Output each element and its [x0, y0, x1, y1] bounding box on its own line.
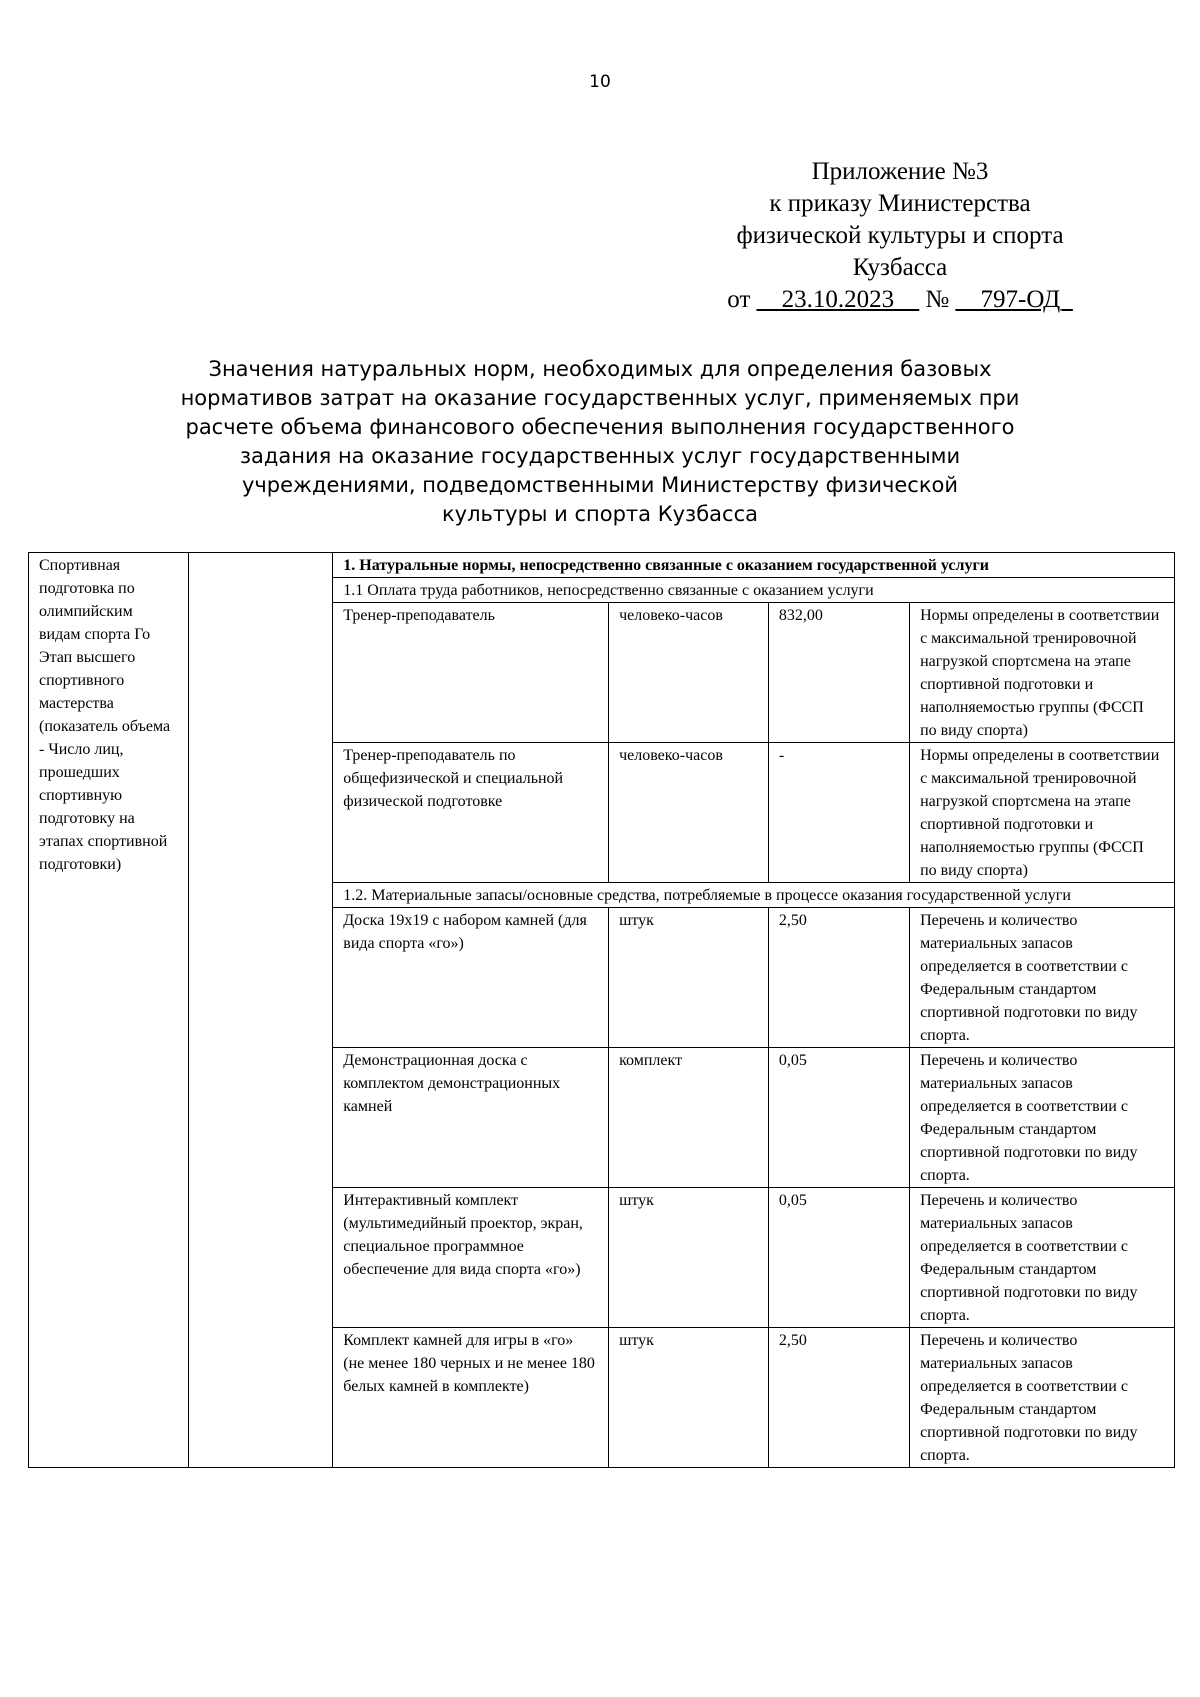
number-sign: № [925, 286, 950, 313]
norm-value-cell: 2,50 [768, 1328, 909, 1468]
norm-value-cell: 832,00 [768, 603, 909, 743]
norm-note-cell: Перечень и количество материальных запасов определяется в соответствии с Федеральным стандартом спортивной подготовки по виду спорта. [910, 1328, 1175, 1468]
norm-value-cell: - [768, 743, 909, 883]
appendix-date-line [600, 284, 1200, 316]
norm-name-cell: Доска 19х19 с набором камней (для вида спорта «го») [333, 908, 609, 1048]
title-line: учреждениями, подведомственными Министерству физической [241, 473, 959, 497]
norm-name-cell: Тренер-преподаватель по общефизической и специальной физической подготовке [333, 743, 609, 883]
norms-table [28, 552, 1175, 1468]
norm-value-cell: 0,05 [768, 1188, 909, 1328]
table-row [29, 553, 1175, 578]
norm-note-cell: Перечень и количество материальных запасов определяется в соответствии с Федеральным стандартом спортивной подготовки по виду спорта. [910, 1048, 1175, 1188]
title-line: нормативов затрат на оказание государственных услуг, применяемых при [180, 386, 1020, 410]
norm-unit-cell: человеко-часов [609, 743, 769, 883]
norm-note-cell: Перечень и количество материальных запасов определяется в соответствии с Федеральным стандартом спортивной подготовки по виду спорта. [910, 1188, 1175, 1328]
norm-unit-cell: штук [609, 1188, 769, 1328]
norm-note-cell: Нормы определены в соответствии с максимальной тренировочной нагрузкой спортсмена на этапе спортивной подготовки и наполняемостью группы (ФССП по виду спорта) [910, 743, 1175, 883]
title-line: задания на оказание государственных услуг государственными [239, 444, 961, 468]
title-line: культуры и спорта Кузбасса [442, 502, 758, 526]
order-date: __23.10.2023__ [756, 286, 920, 313]
date-prefix: от [727, 286, 751, 313]
section-title: 1. Натуральные нормы, непосредственно связанные с оказанием государственной услуги [333, 553, 1175, 578]
norm-unit-cell: человеко-часов [609, 603, 769, 743]
appendix-order-ref: к приказу Министерства [769, 190, 1031, 217]
norm-note-cell: Нормы определены в соответствии с максимальной тренировочной нагрузкой спортсмена на этапе спортивной подготовки и наполняемостью группы (ФССП по виду спорта) [910, 603, 1175, 743]
appendix-ministry: физической культуры и спорта [736, 222, 1064, 249]
norm-note-cell: Перечень и количество материальных запасов определяется в соответствии с Федеральным стандартом спортивной подготовки по виду спорта. [910, 908, 1175, 1048]
appendix-title: Приложение №3 [811, 158, 989, 185]
appendix-header [600, 156, 1200, 316]
title-line: расчете объема финансового обеспечения выполнения государственного [185, 415, 1015, 439]
page-number: 10 [589, 72, 611, 92]
order-number: __797-ОД_ [955, 286, 1073, 313]
appendix-region: Кузбасса [852, 254, 948, 281]
subsection-title: 1.1 Оплата труда работников, непосредственно связанные с оказанием услуги [333, 578, 1175, 603]
norm-value-cell: 0,05 [768, 1048, 909, 1188]
title-line: Значения натуральных норм, необходимых для определения базовых [208, 357, 992, 381]
norm-unit-cell: штук [609, 908, 769, 1048]
service-name-cell: Спортивная подготовка по олимпийским видам спорта Го Этап высшего спортивного мастерства (показатель объема - Число лиц, прошедших спортивную подготовку на этапах спортивной подготовки) [29, 553, 189, 1468]
norm-name-cell: Демонстрационная доска с комплектом демонстрационных камней [333, 1048, 609, 1188]
norm-name-cell: Интерактивный комплект (мультимедийный проектор, экран, специальное программное обеспечение для вида спорта «го») [333, 1188, 609, 1328]
norm-unit-cell: штук [609, 1328, 769, 1468]
norm-name-cell: Комплект камней для игры в «го» (не менее 180 черных и не менее 180 белых камней в комплекте) [333, 1328, 609, 1468]
norm-unit-cell: комплект [609, 1048, 769, 1188]
subsection-title: 1.2. Материальные запасы/основные средства, потребляемые в процессе оказания государственной услуги [333, 883, 1175, 908]
document-title [120, 355, 1080, 529]
norm-name-cell: Тренер-преподаватель [333, 603, 609, 743]
service-code-cell [188, 553, 332, 1468]
norm-value-cell: 2,50 [768, 908, 909, 1048]
